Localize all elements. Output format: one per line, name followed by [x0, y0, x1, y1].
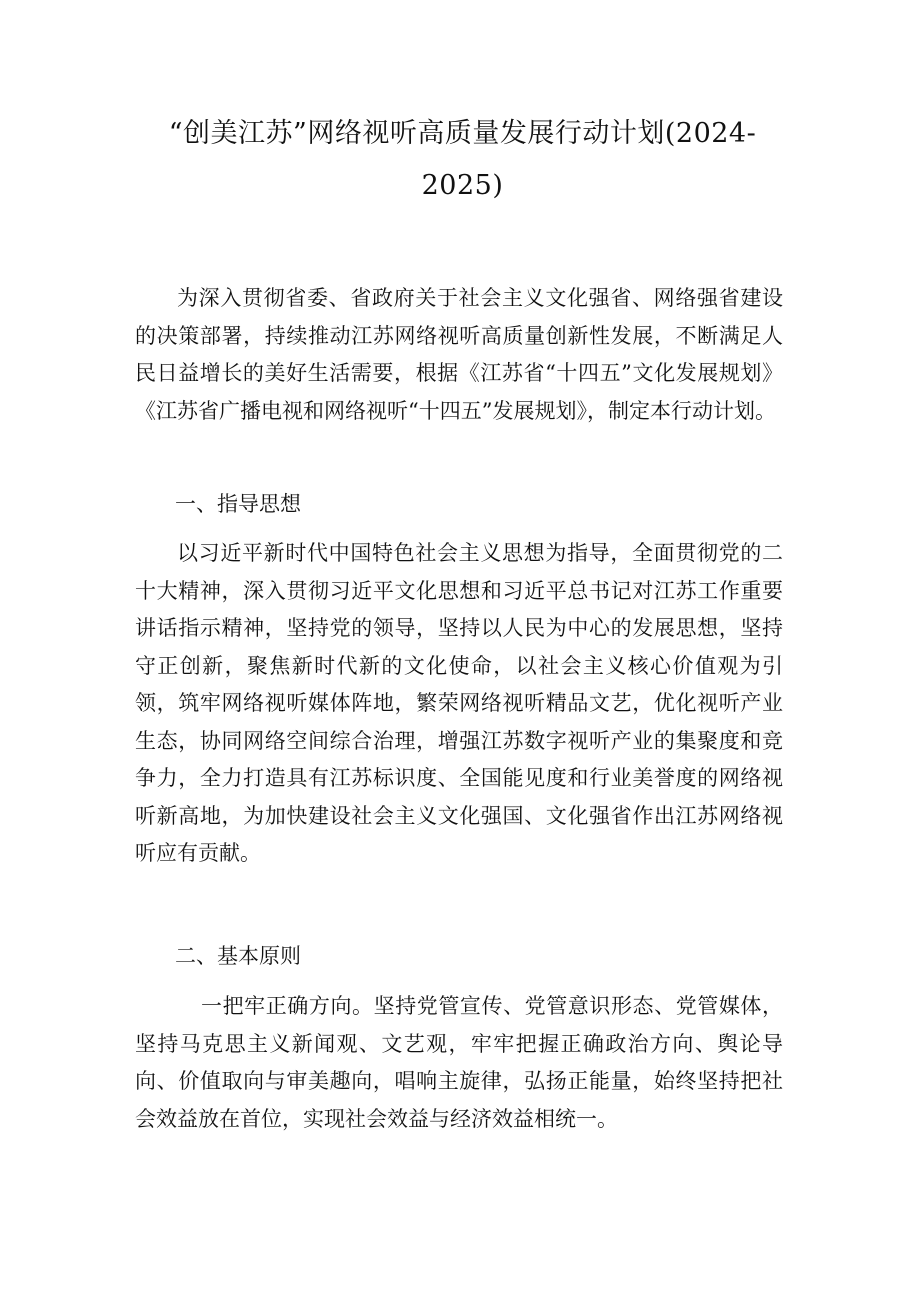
section-heading-guiding-ideology: 一、指导思想 — [175, 492, 301, 516]
intro-paragraph: 为深入贯彻省委、省政府关于社会主义文化强省、网络强省建设的决策部署，持续推动江苏网络视听高质量创新性发展，不断满足人民日益增长的美好生活需要，根据《江苏省“十四五”文化发展规划》《江苏省广播电视和网络视听“十四五”发展规划》，制定本行动计划。 — [135, 286, 783, 423]
document-title: “创美江苏”网络视听高质量发展行动计划(2024-2025) — [168, 118, 757, 201]
section-heading-basic-principles: 二、基本原则 — [175, 944, 301, 968]
section-body-basic-principles: 一把牢正确方向。坚持党管宣传、党管意识形态、党管媒体，坚持马克思主义新闻观、文艺观，牢牢把握正确政治方向、舆论导向、价值取向与审美趣向，唱响主旋律，弘扬正能量，始终坚持把社会效益放在首位，实现社会效益与经济效益相统一。 — [135, 994, 783, 1131]
section-body-guiding-ideology: 以习近平新时代中国特色社会主义思想为指导，全面贯彻党的二十大精神，深入贯彻习近平文化思想和习近平总书记对江苏工作重要讲话指示精神，坚持党的领导，坚持以人民为中心的发展思想，坚持守正创新，聚焦新时代新的文化使命，以社会主义核心价值观为引领，筑牢网络视听媒体阵地，繁荣网络视听精品文艺，优化视听产业生态，协同网络空间综合治理，增强江苏数字视听产业的集聚度和竞争力，全力打造具有江苏标识度、全国能见度和行业美誉度的网络视听新高地，为加快建设社会主义文化强国、文化强省作出江苏网络视听应有贡献。 — [135, 541, 783, 865]
